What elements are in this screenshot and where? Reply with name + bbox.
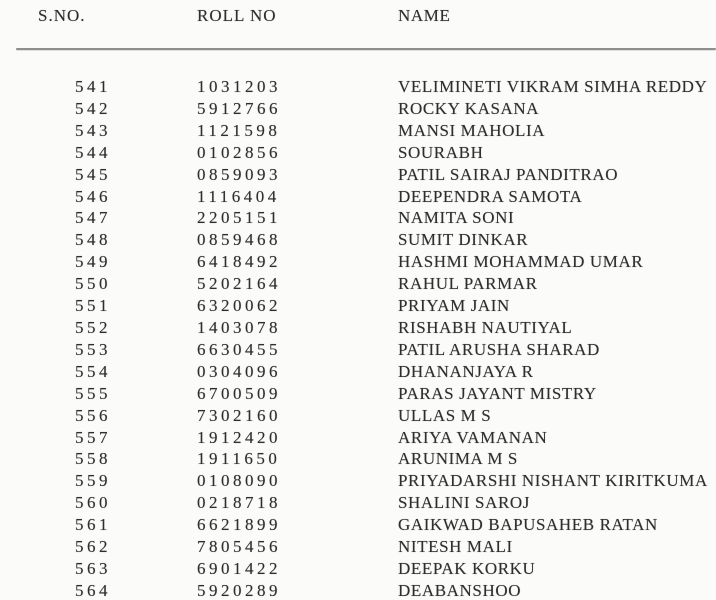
cell-name: NAMITA SONI xyxy=(398,208,515,228)
cell-sno: 550 xyxy=(75,274,111,294)
table-row xyxy=(0,514,716,536)
cell-sno: 562 xyxy=(75,537,111,557)
cell-name: NITESH MALI xyxy=(398,537,513,557)
cell-roll: 5202164 xyxy=(197,274,281,294)
cell-sno: 544 xyxy=(75,142,111,162)
cell-sno: 541 xyxy=(75,77,111,96)
table-row xyxy=(0,120,716,142)
cell-roll: 1116404 xyxy=(197,186,280,206)
cell-roll: 1911650 xyxy=(197,449,281,469)
table-row xyxy=(0,361,716,383)
cell-name: ULLAS M S xyxy=(398,405,492,425)
cell-sno: 543 xyxy=(75,120,111,140)
cell-name: PATIL SAIRAJ PANDITRAO xyxy=(398,164,619,184)
cell-sno: 557 xyxy=(75,427,111,447)
cell-name: ARIYA VAMANAN xyxy=(398,427,548,447)
cell-roll: 6700509 xyxy=(197,383,281,403)
cell-name: DEEPENDRA SAMOTA xyxy=(398,186,583,206)
table-row xyxy=(0,251,716,273)
cell-roll: 1403078 xyxy=(197,317,281,337)
cell-sno: 542 xyxy=(75,98,111,118)
cell-name: RAHUL PARMAR xyxy=(398,274,538,294)
cell-sno: 564 xyxy=(75,580,111,600)
cell-name: PRIYADARSHI NISHANT KIRITKUMA xyxy=(398,471,708,491)
cell-roll: 0108090 xyxy=(197,471,281,491)
table-row xyxy=(0,229,716,251)
cell-name: VELIMINETI VIKRAM SIMHA REDDY xyxy=(398,77,708,96)
cell-roll: 1031203 xyxy=(197,77,281,96)
cell-roll: 1912420 xyxy=(197,427,281,447)
table-row xyxy=(0,558,716,580)
table-row xyxy=(0,339,716,361)
cell-roll: 0859093 xyxy=(197,164,281,184)
cell-roll: 6320062 xyxy=(197,296,281,316)
table-row xyxy=(0,536,716,558)
cell-sno: 552 xyxy=(75,317,111,337)
table-row xyxy=(0,317,716,339)
cell-sno: 548 xyxy=(75,230,111,250)
cell-roll: 0304096 xyxy=(197,361,281,381)
cell-sno: 559 xyxy=(75,471,111,491)
cell-roll: 6630455 xyxy=(197,339,281,359)
table-row xyxy=(0,580,716,600)
header-sno: S.NO. xyxy=(38,6,86,25)
cell-roll: 6621899 xyxy=(197,515,281,535)
cell-sno: 551 xyxy=(75,296,111,316)
cell-roll: 2205151 xyxy=(197,208,281,228)
cell-sno: 558 xyxy=(75,449,111,469)
table-row xyxy=(0,142,716,164)
cell-name: ARUNIMA M S xyxy=(398,449,518,469)
table-body xyxy=(0,76,716,600)
table-row xyxy=(0,470,716,492)
cell-roll: 0102856 xyxy=(197,142,281,162)
cell-sno: 555 xyxy=(75,383,111,403)
cell-sno: 553 xyxy=(75,339,111,359)
table-row xyxy=(0,295,716,317)
cell-roll: 6418492 xyxy=(197,252,281,272)
cell-name: PRIYAM JAIN xyxy=(398,296,510,316)
cell-name: DHANANJAYA R xyxy=(398,361,534,381)
table-row xyxy=(0,427,716,449)
cell-name: PATIL ARUSHA SHARAD xyxy=(398,339,600,359)
table-row xyxy=(0,186,716,208)
table-row xyxy=(0,273,716,295)
cell-roll: 5920289 xyxy=(197,580,281,600)
cell-name: SUMIT DINKAR xyxy=(398,230,529,250)
table-row xyxy=(0,207,716,229)
header-divider-rule xyxy=(16,48,716,50)
cell-sno: 547 xyxy=(75,208,111,228)
cell-sno: 560 xyxy=(75,493,111,513)
cell-sno: 556 xyxy=(75,405,111,425)
cell-name: SOURABH xyxy=(398,142,484,162)
table-row xyxy=(0,492,716,514)
cell-sno: 546 xyxy=(75,186,111,206)
table-row xyxy=(0,164,716,186)
cell-roll: 6901422 xyxy=(197,558,281,578)
cell-name: RISHABH NAUTIYAL xyxy=(398,317,573,337)
cell-roll: 1121598 xyxy=(197,120,281,140)
cell-roll: 7302160 xyxy=(197,405,281,425)
cell-roll: 0859468 xyxy=(197,230,281,250)
cell-name: GAIKWAD BAPUSAHEB RATAN xyxy=(398,515,658,535)
cell-name: ROCKY KASANA xyxy=(398,98,540,118)
cell-roll: 7805456 xyxy=(197,537,281,557)
header-name: NAME xyxy=(398,6,451,25)
cell-sno: 554 xyxy=(75,361,111,381)
table-row xyxy=(0,405,716,427)
header-roll-no: ROLL NO xyxy=(197,6,277,25)
table-row xyxy=(0,98,716,120)
cell-sno: 563 xyxy=(75,558,111,578)
table-row xyxy=(0,448,716,470)
cell-name: HASHMI MOHAMMAD UMAR xyxy=(398,252,644,272)
cell-sno: 545 xyxy=(75,164,111,184)
table-row xyxy=(0,383,716,405)
cell-roll: 5912766 xyxy=(197,98,281,118)
cell-sno: 549 xyxy=(75,252,111,272)
cell-name: MANSI MAHOLIA xyxy=(398,120,546,140)
table-row xyxy=(0,76,716,98)
cell-name: DEABANSHOO xyxy=(398,580,522,600)
cell-name: SHALINI SAROJ xyxy=(398,493,531,513)
cell-name: DEEPAK KORKU xyxy=(398,558,536,578)
cell-roll: 0218718 xyxy=(197,493,281,513)
table-header xyxy=(0,0,716,26)
cell-name: PARAS JAYANT MISTRY xyxy=(398,383,597,403)
cell-sno: 561 xyxy=(75,515,111,535)
